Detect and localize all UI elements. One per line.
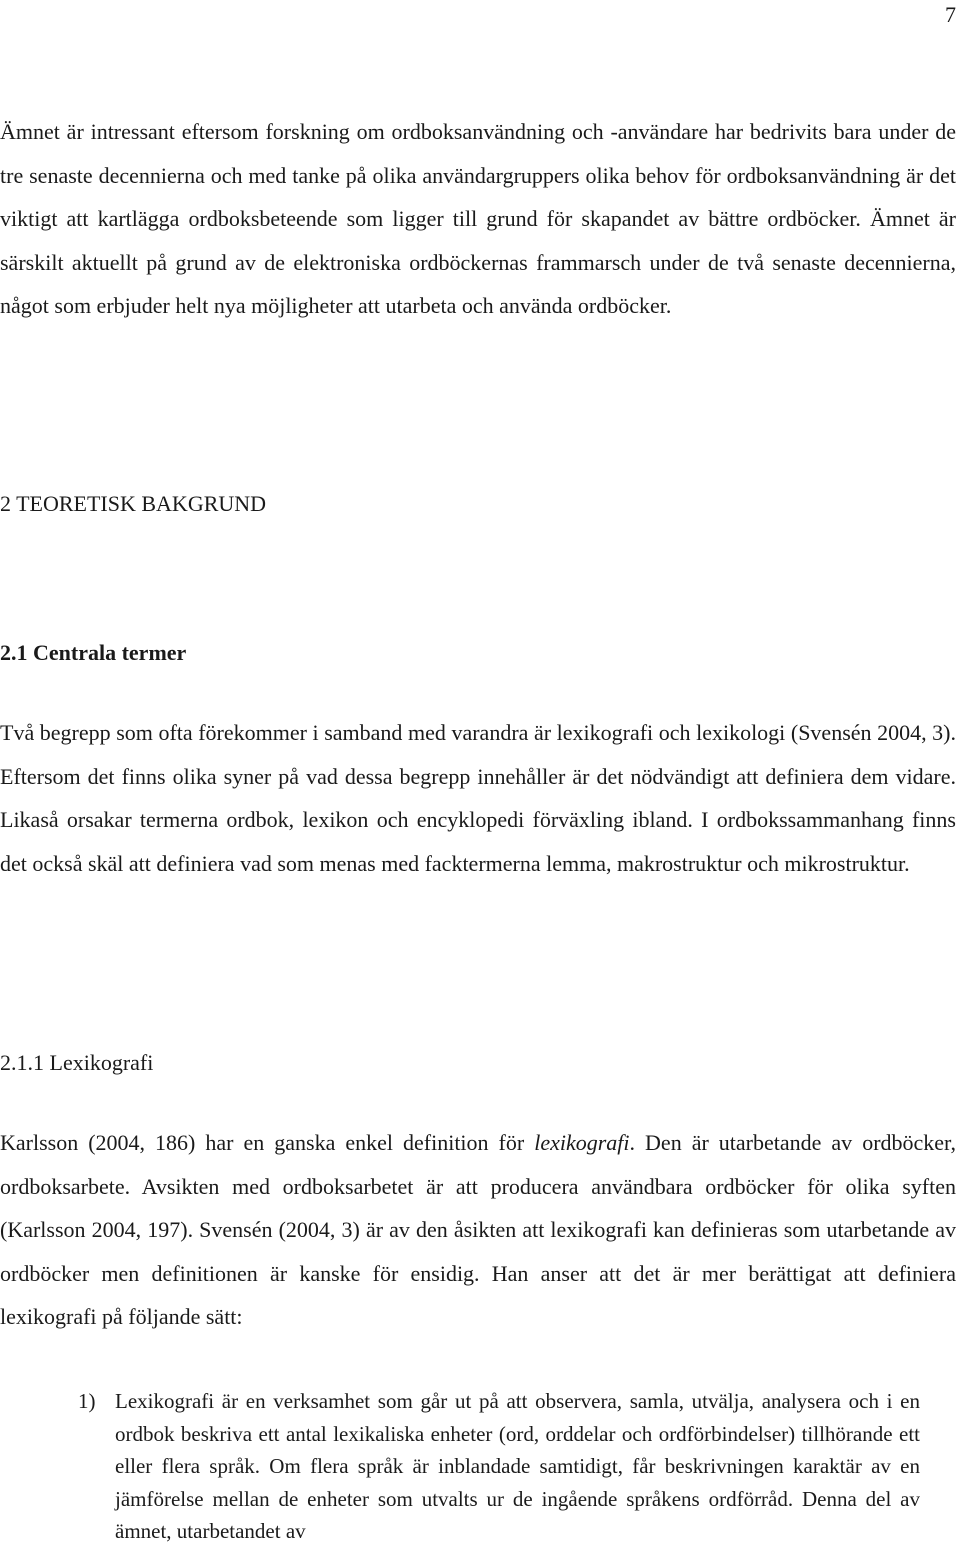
lexikografi-text-before: Karlsson (2004, 186) har en ganska enkel definition för: [0, 1130, 535, 1155]
definition-list: [0, 1385, 960, 1548]
centrala-termer-paragraph: Två begrepp som ofta förekommer i samband med varandra är lexikografi och lexikologi (Svensén 2004, 3). Eftersom det finns olika syner på vad dessa begrepp innehåller är det nödvändigt att definiera dem vidare. Likaså orsakar termerna ordbok, lexikon och encyklopedi förväxling ibland. I ordbokssammanhang finns det också skäl att definiera vad som menas med facktermerna lemma, makrostruktur och mikrostruktur.: [0, 720, 956, 876]
section-heading-2-1-1: 2.1.1 Lexikografi: [0, 1050, 154, 1075]
list-marker: 1): [78, 1389, 96, 1413]
page-number: 7: [945, 2, 956, 27]
lexikografi-text-after: . Den är utarbetande av ordböcker, ordboksarbete. Avsikten med ordboksarbetet är att producera användbara ordböcker för olika syften (Karlsson 2004, 197). Svensén (2004, 3) är av den åsikten att lexikografi kan definieras som utarbetande av ordböcker men definitionen är kanske för ensidig. Han anser att det är mer berättigat att definiera lexikografi på följande sätt:: [0, 1130, 956, 1330]
list-item-text: Lexikografi är en verksamhet som går ut på att observera, samla, utvälja, analysera och i en ordbok beskriva ett antal lexikaliska enheter (ord, orddelar och ordförbindelser) tillhörande ett eller flera språk. Om flera språk är inblandade samtidigt, får beskrivningen karaktär av en jämförelse mellan de enheter som utvalts ur de ingående språkens ordförråd. Denna del av ämnet, utarbetandet av: [115, 1389, 920, 1543]
section-heading-2: 2 TEORETISK BAKGRUND: [0, 491, 267, 516]
list-item: [0, 1385, 960, 1548]
intro-paragraph: Ämnet är intressant eftersom forskning om ordboksanvändning och -användare har bedrivits bara under de tre senaste decennierna och med tanke på olika användargruppers olika behov för ordboksanvändning är det viktigt att kartlägga ordboksbeteende som ligger till grund för skapandet av bättre ordböcker. Ämnet är särskilt aktuellt på grund av de elektroniska ordböckernas frammarsch under de två senaste decennierna, något som erbjuder helt nya möjligheter att utarbeta och använda ordböcker.: [0, 119, 956, 319]
section-heading-2-1: 2.1 Centrala termer: [0, 640, 187, 665]
lexikografi-term: lexikografi: [534, 1130, 630, 1155]
lexikografi-paragraph: [0, 1121, 956, 1339]
